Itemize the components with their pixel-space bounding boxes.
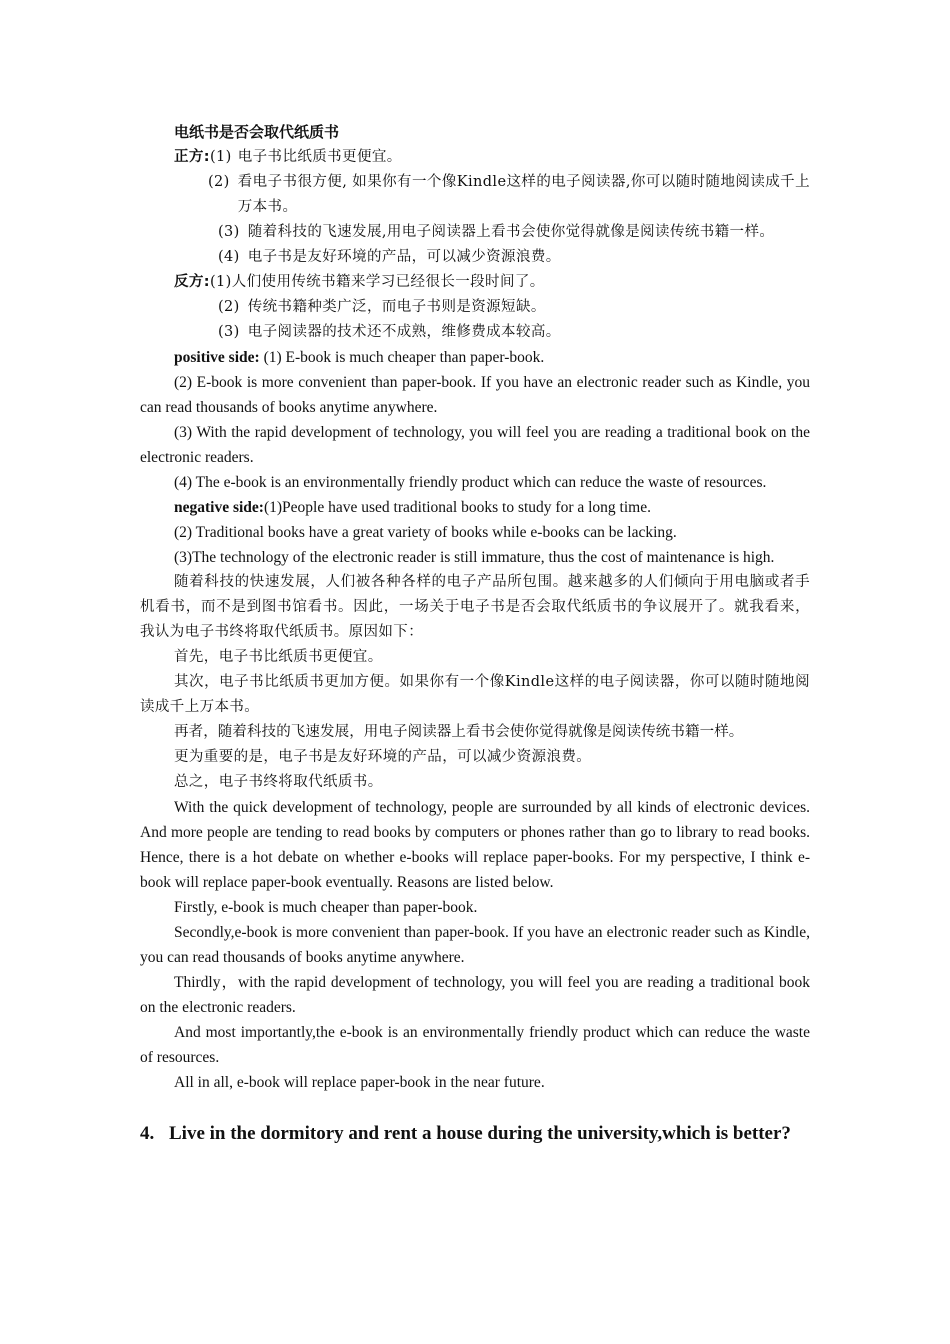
negative-cn-text-3: 电子阅读器的技术还不成熟，维修费成本较高。	[247, 324, 561, 340]
positive-cn-item-2	[208, 170, 810, 220]
essay-en-paragraph: Firstly, e-book is much cheaper than paper-book.	[174, 899, 478, 916]
positive-cn-item-4	[218, 245, 810, 270]
next-section-heading	[140, 1120, 810, 1148]
positive-cn-text-3: 随着科技的飞速发展,用电子阅读器上看书会使你觉得就像是阅读传统书籍一样。	[247, 224, 775, 240]
negative-en-text-1: (1)People have used traditional books to study for a long time.	[263, 499, 651, 516]
positive-cn-text-2: 看电子书很方便, 如果你有一个像Kindle这样的电子阅读器,你可以随时随地阅读成千上万本书。	[237, 174, 810, 215]
essay-en-paragraph: And most importantly,the e-book is an environmentally friendly product which can reduce the waste of resources.	[140, 1024, 810, 1066]
negative-cn-item-2	[218, 295, 810, 320]
essay-en-paragraph: Thirdly，with the rapid development of technology, you will feel you are reading a traditional book on the electronic readers.	[140, 974, 810, 1016]
negative-en-item-3: (3)The technology of the electronic reader is still immature, thus the cost of maintenance is high.	[174, 549, 775, 566]
negative-cn-label: 反方:	[174, 274, 210, 290]
positive-en-item-2: (2) E-book is more convenient than paper-book. If you have an electronic reader such as Kindle, you can read thousands of books anytime anywhere.	[140, 374, 810, 416]
essay-en-paragraph: With the quick development of technology, people are surrounded by all kinds of electronic devices. And more people are tending to read books by computers or phones rather than go to library to read books. Hence, there is a hot debate on whether e-books will replace paper-books. For my perspective, I think e-book will replace paper-book eventually. Reasons are listed below.	[140, 799, 810, 891]
positive-en-first	[140, 345, 810, 370]
positive-cn-text-1: 电子书比纸质书更便宜。	[237, 149, 402, 165]
positive-cn-num-1: (1)	[210, 149, 232, 165]
positive-cn-num-3: (3)	[218, 224, 240, 240]
essay-cn-paragraph: 其次，电子书比纸质书更加方便。如果你有一个像Kindle这样的电子阅读器，你可以随时随地阅读成千上万本书。	[140, 674, 810, 715]
negative-en-label: negative side:	[174, 499, 264, 516]
positive-cn-num-2: (2)	[208, 174, 230, 190]
essay-cn-paragraph: 再者，随着科技的飞速发展，用电子阅读器上看书会使你觉得就像是阅读传统书籍一样。	[174, 724, 744, 740]
heading-text: Live in the dormitory and rent a house during the university,which is better?	[169, 1123, 791, 1144]
heading-number: 4.	[140, 1123, 155, 1144]
positive-en-text-1: (1) E-book is much cheaper than paper-book.	[259, 349, 545, 366]
positive-cn-text-4: 电子书是友好环境的产品，可以减少资源浪费。	[247, 249, 561, 265]
essay-cn-paragraph: 首先，电子书比纸质书更便宜。	[174, 649, 383, 665]
positive-cn-first	[174, 145, 810, 170]
positive-en-label: positive side:	[174, 349, 260, 366]
positive-en-item-3: (3) With the rapid development of technology, you will feel you are reading a traditional book on the electronic readers.	[140, 424, 810, 466]
negative-cn-text-1: 人们使用传统书籍来学习已经很长一段时间了。	[231, 274, 545, 290]
negative-cn-num-3: (3)	[218, 324, 240, 340]
negative-cn-item-3	[218, 320, 810, 345]
negative-en-first	[140, 495, 810, 520]
positive-cn-item-3	[218, 220, 810, 245]
negative-cn-text-2: 传统书籍种类广泛，而电子书则是资源短缺。	[247, 299, 546, 315]
document-page	[140, 120, 810, 1148]
essay-cn-paragraph: 随着科技的快速发展，人们被各种各样的电子产品所包围。越来越多的人们倾向于用电脑或者手机看书，而不是到图书馆看书。因此，一场关于电子书是否会取代纸质书的争议展开了。就我看来，我认为电子书终将取代纸质书。原因如下：	[140, 574, 810, 640]
section-title: 电纸书是否会取代纸质书	[174, 123, 340, 141]
essay-cn-paragraph: 总之，电子书终将取代纸质书。	[174, 774, 383, 790]
positive-cn-num-4: (4)	[218, 249, 240, 265]
essay-cn-paragraph: 更为重要的是，电子书是友好环境的产品，可以减少资源浪费。	[174, 749, 592, 765]
negative-cn-first	[174, 270, 810, 295]
essay-en-paragraph: All in all, e-book will replace paper-book in the near future.	[174, 1074, 545, 1091]
negative-en-item-2: (2) Traditional books have a great variety of books while e-books can be lacking.	[174, 524, 677, 541]
negative-cn-num-1: (1)	[210, 274, 232, 290]
positive-en-item-4: (4) The e-book is an environmentally friendly product which can reduce the waste of resources.	[174, 474, 767, 491]
negative-cn-num-2: (2)	[218, 299, 240, 315]
positive-cn-label: 正方:	[174, 149, 210, 165]
essay-en-paragraph: Secondly,e-book is more convenient than paper-book. If you have an electronic reader such as Kindle, you can read thousands of books anytime anywhere.	[140, 924, 810, 966]
